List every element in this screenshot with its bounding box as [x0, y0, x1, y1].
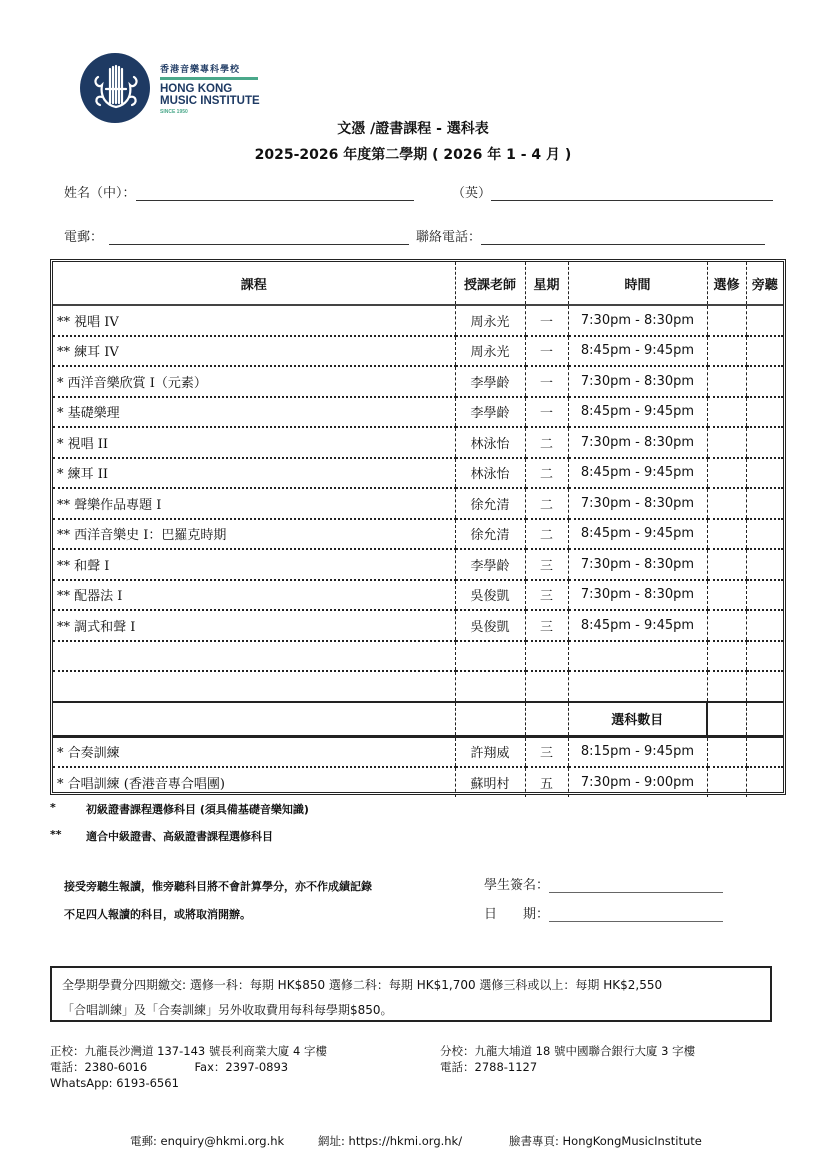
footer-facebook[interactable]: 臉書專頁: HongKongMusicInstitute: [509, 1134, 702, 1148]
course-teacher: 周永光: [455, 305, 525, 336]
header-course: 課程: [53, 262, 455, 305]
logo-text: [160, 62, 260, 115]
table-row: [53, 519, 783, 550]
phone-label: 聯絡電話：: [416, 230, 482, 245]
header-teacher: 授課老師: [455, 262, 525, 305]
logo-emblem: [80, 53, 150, 123]
logo-name-en-2: MUSIC INSTITUTE: [160, 95, 260, 107]
table-row: [53, 610, 783, 641]
course-day: 一: [525, 397, 568, 428]
course-teacher: 蘇明村: [455, 767, 525, 797]
audit-checkbox-cell[interactable]: [746, 336, 783, 367]
course-time: 7:30pm - 8:30pm: [568, 488, 707, 519]
logo-since: SINCE 1950: [160, 109, 188, 115]
email-input-line[interactable]: [109, 230, 409, 245]
course-table: [50, 259, 786, 795]
course-day[interactable]: [525, 671, 568, 702]
note-single-star-mark: *: [50, 801, 56, 814]
elective-checkbox-cell[interactable]: [707, 427, 746, 458]
remark-cancellation-policy: 不足四人報讀的科目，或將取消開辦。: [64, 908, 251, 921]
course-teacher: 李學齡: [455, 549, 525, 580]
course-time: 8:45pm - 9:45pm: [568, 458, 707, 489]
course-day: 三: [525, 549, 568, 580]
main-campus-phone: 電話：2380-6016: [50, 1060, 148, 1074]
note-single-star-text: 初級證書課程選修科目 (須具備基礎音樂知識): [86, 803, 309, 816]
course-name: * 練耳 II: [53, 458, 455, 489]
table-row: [53, 767, 783, 797]
signature-input-line[interactable]: [549, 878, 723, 893]
audit-checkbox-cell[interactable]: [746, 488, 783, 519]
main-campus-address: 正校：九龍長沙灣道 137-143 號長利商業大廈 4 字樓: [50, 1044, 327, 1058]
elective-checkbox-cell[interactable]: [707, 458, 746, 489]
course-day: 二: [525, 427, 568, 458]
elective-checkbox-cell[interactable]: [707, 519, 746, 550]
course-teacher: 吳俊凱: [455, 580, 525, 611]
elective-checkbox-cell[interactable]: [707, 549, 746, 580]
header-day: 星期: [525, 262, 568, 305]
table-row: [53, 488, 783, 519]
course-time[interactable]: [568, 671, 707, 702]
elective-checkbox-cell[interactable]: [707, 671, 746, 702]
audit-checkbox-cell[interactable]: [746, 305, 783, 336]
course-name: ** 視唱 IV: [53, 305, 455, 336]
name-en-field[interactable]: [452, 182, 773, 201]
table-header-row: [53, 262, 783, 305]
signature-label: 學生簽名：: [484, 878, 550, 893]
table-row: [53, 336, 783, 367]
course-time: 8:45pm - 9:45pm: [568, 397, 707, 428]
course-day: 三: [525, 610, 568, 641]
count-row-empty: [525, 702, 568, 737]
course-name: ** 和聲 I: [53, 549, 455, 580]
course-teacher: 徐允清: [455, 488, 525, 519]
main-campus-contact: [50, 1059, 327, 1075]
logo-name-en-1: HONG KONG: [160, 83, 233, 95]
count-row-empty: [455, 702, 525, 737]
course-time: 7:30pm - 8:30pm: [568, 549, 707, 580]
course-teacher: 吳俊凱: [455, 610, 525, 641]
course-day: 五: [525, 767, 568, 797]
course-time: 8:45pm - 9:45pm: [568, 610, 707, 641]
footer-email[interactable]: 電郵: enquiry@hkmi.org.hk: [130, 1134, 285, 1148]
header-audit: 旁聽: [746, 262, 783, 305]
elective-checkbox-cell[interactable]: [707, 397, 746, 428]
course-day: 三: [525, 580, 568, 611]
elective-checkbox-cell[interactable]: [707, 366, 746, 397]
course-teacher: 許翔威: [455, 736, 525, 767]
course-teacher[interactable]: [455, 641, 525, 672]
audit-checkbox-cell[interactable]: [746, 397, 783, 428]
note-double-star-text: 適合中級證書、高級證書課程選修科目: [86, 830, 273, 843]
page-title: 文憑 /證書課程 - 選科表: [337, 121, 489, 137]
table-row-blank: [53, 671, 783, 702]
header-time: 時間: [568, 262, 707, 305]
course-count-row: [53, 702, 783, 737]
date-input-line[interactable]: [549, 907, 723, 922]
elective-checkbox-cell[interactable]: [707, 641, 746, 672]
name-en-label: （英）: [452, 186, 492, 201]
table-row-blank: [53, 641, 783, 672]
course-name: * 基礎樂理: [53, 397, 455, 428]
course-day: 二: [525, 488, 568, 519]
course-name[interactable]: [53, 671, 455, 702]
table-row: [53, 549, 783, 580]
branch-campus-phone: 電話：2788-1127: [440, 1060, 538, 1074]
main-campus-fax: Fax：2397-0893: [194, 1060, 289, 1074]
elective-checkbox-cell[interactable]: [707, 305, 746, 336]
table-row: [53, 427, 783, 458]
course-time: 8:15pm - 9:45pm: [568, 736, 707, 767]
course-teacher: 李學齡: [455, 397, 525, 428]
course-name: ** 調式和聲 I: [53, 610, 455, 641]
name-cn-field[interactable]: [64, 182, 414, 201]
signature-field[interactable]: [484, 874, 723, 893]
phone-field[interactable]: [416, 226, 765, 245]
elective-checkbox-cell[interactable]: [707, 610, 746, 641]
course-name: * 合唱訓練 (香港音專合唱團): [53, 767, 455, 797]
email-field[interactable]: [64, 226, 409, 245]
page-subtitle: 2025-2026 年度第二學期 ( 2026 年 1 - 4 月 ): [254, 147, 572, 163]
course-count-audit[interactable]: [746, 702, 783, 737]
elective-checkbox-cell[interactable]: [707, 580, 746, 611]
footer-website[interactable]: 網址: https://hkmi.org.hk/: [318, 1134, 463, 1148]
audit-checkbox-cell[interactable]: [746, 736, 783, 767]
branch-campus-info: [440, 1043, 695, 1075]
email-label: 電郵：: [64, 230, 104, 245]
table-row: [53, 580, 783, 611]
date-field[interactable]: [484, 903, 723, 922]
course-time: 7:30pm - 9:00pm: [568, 767, 707, 797]
course-name: ** 聲樂作品專題 I: [53, 488, 455, 519]
header-elective: 選修: [707, 262, 746, 305]
course-teacher: 林泳怡: [455, 458, 525, 489]
elective-checkbox-cell[interactable]: [707, 488, 746, 519]
branch-campus-address: 分校：九龍大埔道 18 號中國聯合銀行大廈 3 字樓: [440, 1044, 696, 1058]
remark-audit-policy: 接受旁聽生報讀，惟旁聽科目將不會計算學分，亦不作成績記錄: [64, 880, 372, 893]
main-campus-info: [50, 1043, 327, 1091]
course-count-label: 選科數目: [568, 702, 707, 737]
audit-checkbox-cell[interactable]: [746, 427, 783, 458]
course-name: * 視唱 II: [53, 427, 455, 458]
course-day: 一: [525, 336, 568, 367]
course-time: 7:30pm - 8:30pm: [568, 427, 707, 458]
course-name: ** 西洋音樂史 I：巴羅克時期: [53, 519, 455, 550]
logo-divider: [160, 77, 258, 80]
elective-checkbox-cell[interactable]: [707, 767, 746, 797]
lyre-icon: [80, 53, 150, 123]
course-time[interactable]: [568, 641, 707, 672]
course-name[interactable]: [53, 641, 455, 672]
course-time: 7:30pm - 8:30pm: [568, 366, 707, 397]
course-teacher: 徐允清: [455, 519, 525, 550]
audit-checkbox-cell[interactable]: [746, 767, 783, 797]
course-count-value[interactable]: [707, 702, 746, 737]
course-time: 8:45pm - 9:45pm: [568, 336, 707, 367]
course-day: 三: [525, 736, 568, 767]
audit-checkbox-cell[interactable]: [746, 641, 783, 672]
name-en-input-line[interactable]: [491, 186, 773, 201]
date-label: 日 期：: [484, 907, 550, 922]
name-cn-input-line[interactable]: [136, 186, 414, 201]
course-teacher: 周永光: [455, 336, 525, 367]
count-row-empty: [53, 702, 455, 737]
course-time: 7:30pm - 8:30pm: [568, 305, 707, 336]
phone-input-line[interactable]: [481, 230, 765, 245]
table-row: [53, 458, 783, 489]
audit-checkbox-cell[interactable]: [746, 458, 783, 489]
table-row: [53, 736, 783, 767]
note-double-star-mark: **: [50, 828, 62, 841]
elective-checkbox-cell[interactable]: [707, 736, 746, 767]
course-teacher: 李學齡: [455, 366, 525, 397]
fee-extra: 「合唱訓練」及「合奏訓練」另外收取費用每科每學期$850。: [62, 1003, 393, 1017]
table-row: [53, 366, 783, 397]
course-teacher: 林泳怡: [455, 427, 525, 458]
audit-checkbox-cell[interactable]: [746, 519, 783, 550]
course-day: 一: [525, 305, 568, 336]
table-row: [53, 397, 783, 428]
elective-checkbox-cell[interactable]: [707, 336, 746, 367]
audit-checkbox-cell[interactable]: [746, 549, 783, 580]
logo-name-cn: 香港音樂專科學校: [160, 65, 241, 75]
course-name: * 西洋音樂欣賞 I（元素）: [53, 366, 455, 397]
fee-info-box: [50, 966, 772, 1022]
course-day[interactable]: [525, 641, 568, 672]
course-name: ** 配器法 I: [53, 580, 455, 611]
name-cn-label: 姓名（中）：: [64, 186, 136, 201]
fee-schedule: 全學期學費分四期繳交: 選修一科：每期 HK$850 選修二科：每期 HK$1,700 選修三科或以上：每期 HK$2,550: [62, 978, 663, 992]
course-day: 二: [525, 519, 568, 550]
course-teacher[interactable]: [455, 671, 525, 702]
table-row: [53, 305, 783, 336]
course-time: 7:30pm - 8:30pm: [568, 580, 707, 611]
course-name: * 合奏訓練: [53, 736, 455, 767]
audit-checkbox-cell[interactable]: [746, 366, 783, 397]
audit-checkbox-cell[interactable]: [746, 610, 783, 641]
main-campus-whatsapp: WhatsApp: 6193-6561: [50, 1076, 179, 1090]
course-day: 二: [525, 458, 568, 489]
audit-checkbox-cell[interactable]: [746, 671, 783, 702]
audit-checkbox-cell[interactable]: [746, 580, 783, 611]
course-day: 一: [525, 366, 568, 397]
course-time: 8:45pm - 9:45pm: [568, 519, 707, 550]
course-name: ** 練耳 IV: [53, 336, 455, 367]
